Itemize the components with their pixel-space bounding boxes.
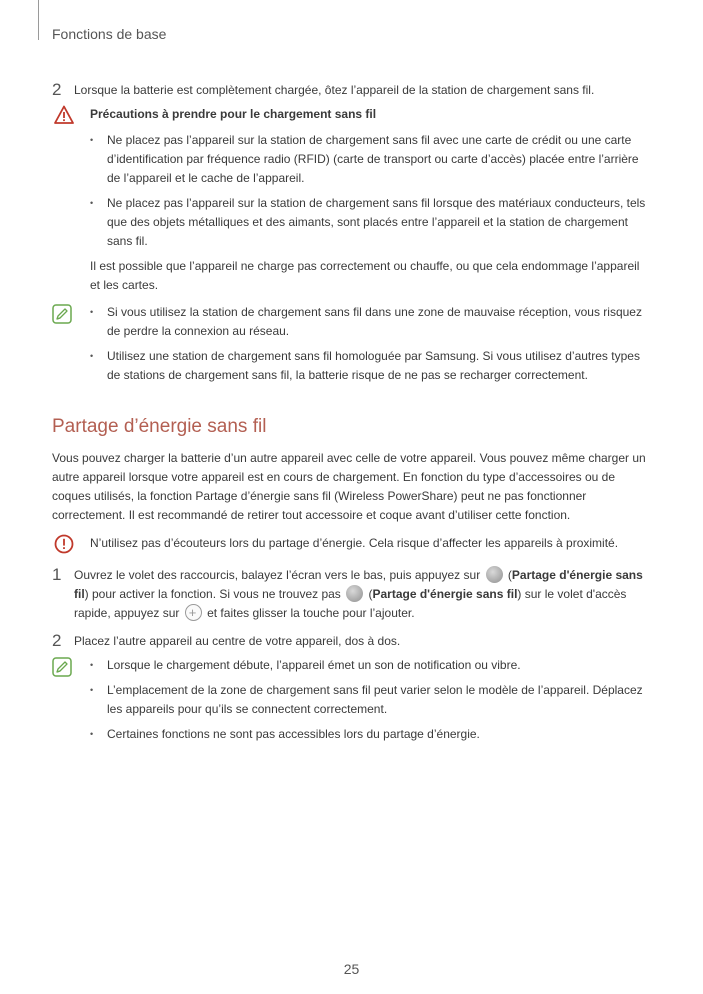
caution-exclamation-icon xyxy=(54,534,74,554)
caution-text: N’utilisez pas d’écouteurs lors du partage d’énergie. Cela risque d’affecter les appareils à proximité. xyxy=(90,536,619,550)
page-content xyxy=(52,81,652,750)
warning-title: Précautions à prendre pour le chargement sans fil xyxy=(90,107,377,121)
caution-callout xyxy=(52,534,652,553)
header-rule xyxy=(38,0,39,40)
step-number: 1 xyxy=(52,565,62,584)
wireless-powershare-icon xyxy=(486,566,503,583)
note-callout-share xyxy=(52,656,652,744)
warning-footer: Il est possible que l’appareil ne charge pas correctement ou chauffe, ou que cela endommage l’appareil et les cartes. xyxy=(90,259,640,292)
step-number: 2 xyxy=(52,80,62,99)
step-text: Lorsque la batterie est complètement chargée, ôtez l’appareil de la station de chargement sans fil. xyxy=(74,83,595,97)
add-button-icon xyxy=(185,604,202,621)
step-text: Ouvrez le volet des raccourcis, balayez l’écran vers le bas, puis appuyez sur (Partage d'énergie sans fil) pour activer la fonction. Si vous ne trouvez pas (Partage d'énergie sans fil) sur le volet d'accès rapide, appuyez sur + et faites glisser la touche pour l’ajouter. xyxy=(74,566,652,623)
step-text: Placez l’autre appareil au centre de votre appareil, dos à dos. xyxy=(74,634,401,648)
page-number: 25 xyxy=(343,961,360,977)
step-place-device xyxy=(52,632,652,651)
note-pencil-icon xyxy=(52,304,72,324)
section-intro: Vous pouvez charger la batterie d’un autre appareil avec celle de votre appareil. Vous pouvez même charger un autre appareil lorsque votre appareil est en cours de chargement. En fonction du type d’accessoires ou de coques utilisés, la fonction Partage d’énergie sans fil (Wireless PowerShare) peut ne pas fonctionner correctement. Il est recommandé de retirer tout accessoire et coque avant d’utiliser cette fonction. xyxy=(52,451,646,522)
list-item: • Ne placez pas l’appareil sur la station de chargement sans fil avec une carte de crédit ou une carte d’identification par fréquence radio (RFID) (carte de transport ou carte d’accès) placée entre l’arrière de l’appareil et le cache de l’appareil. xyxy=(90,131,652,188)
note-pencil-icon xyxy=(52,657,72,677)
list-item: • Lorsque le chargement débute, l’appareil émet un son de notification ou vibre. xyxy=(90,656,652,675)
warning-callout xyxy=(52,105,652,295)
step-activate xyxy=(52,566,652,623)
note-callout-wireless xyxy=(52,303,652,385)
wireless-powershare-icon xyxy=(346,585,363,602)
step-number: 2 xyxy=(52,631,62,650)
section-title: Partage d’énergie sans fil xyxy=(52,416,267,437)
list-item: • Si vous utilisez la station de chargement sans fil dans une zone de mauvaise réception, vous risquez de perdre la connexion au réseau. xyxy=(90,303,652,341)
warning-bullets xyxy=(90,131,652,251)
section-header: Fonctions de base xyxy=(52,26,167,42)
warning-triangle-icon xyxy=(54,105,74,125)
list-item: • Certaines fonctions ne sont pas accessibles lors du partage d’énergie. xyxy=(90,725,652,744)
note-bullets xyxy=(90,656,652,744)
list-item: • Ne placez pas l’appareil sur la station de chargement sans fil lorsque des matériaux conducteurs, tels que des objets métalliques et des aimants, sont placés entre l’appareil et la station de chargement sans fil. xyxy=(90,194,652,251)
note-bullets xyxy=(90,303,652,385)
list-item: • Utilisez une station de chargement sans fil homologuée par Samsung. Si vous utilisez d’autres types de stations de chargement sans fil, la batterie risque de ne pas se recharger correctement. xyxy=(90,347,652,385)
step-remove-device xyxy=(52,81,652,100)
list-item: • L’emplacement de la zone de chargement sans fil peut varier selon le modèle de l’appareil. Déplacez les appareils pour qu’ils se connectent correctement. xyxy=(90,681,652,719)
